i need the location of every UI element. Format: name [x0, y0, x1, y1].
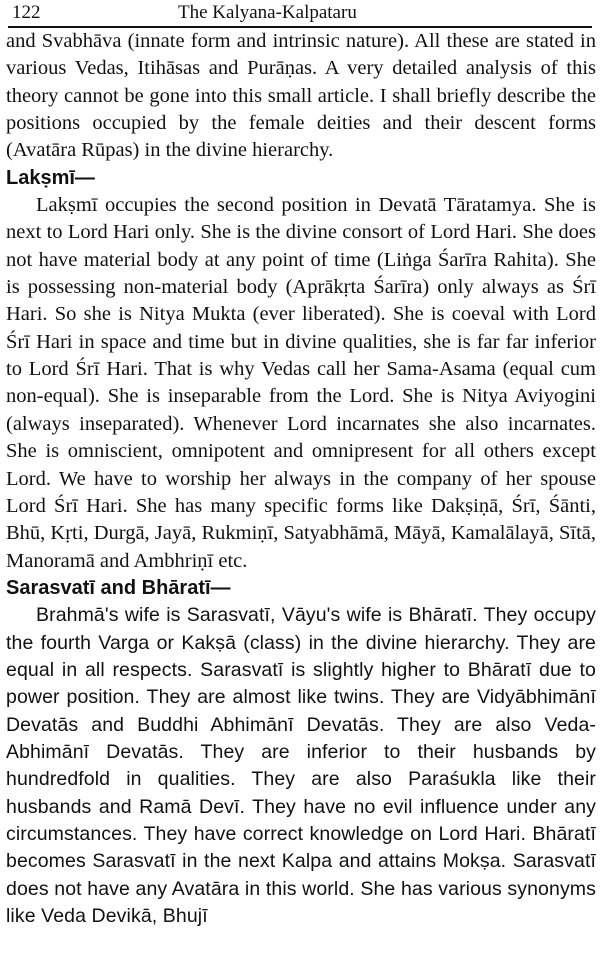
page-number: 122	[12, 2, 41, 23]
paragraph-sarasvati-bharati: Brahmā's wife is Sarasvatī, Vāyu's wife is Bhāratī. They occupy the fourth Varga or Kakṣā (class) in the divine hierarchy. They are equal in all respects. Sarasvatī is slightly higher to Bhāratī due to power position. They are almost like twins. They are Vidyābhimānī Devatās and Buddhi Abhimānī Devatās. They are also Veda-Abhimānī Devatās. They are inferior to their husbands by hundredfold in qualities. They are also Paraśukla like their husbands and Ramā Devī. They have no evil influence under any circumstances. They have correct knowledge on Lord Hari. Bhāratī becomes Sarasvatī in the next Kalpa and attains Mokṣa. Sarasvatī does not have any Avatāra in this world. She has various synonyms like Veda Devikā, Bhujī	[6, 604, 596, 927]
intro-paragraph: and Svabhāva (innate form and intrinsic nature). All these are stated in various Vedas, Itihāsas and Purāṇas. A very detailed analysis of this theory cannot be gone into this small article. I shall briefly describe the positions occupied by the female deities and their descent forms (Avatāra Rūpas) in the divine hierarchy.	[6, 30, 596, 162]
section-heading-lakshmi: Lakṣmī—	[6, 166, 95, 189]
page-body	[6, 28, 596, 930]
paragraph-lakshmi: Lakṣmī occupies the second position in Devatā Tāratamya. She is next to Lord Hari only. She is the divine consort of Lord Hari. She does not have material body at any point of time (Liṅga Śarīra Rahita). She is possessing non-material body (Aprākṛta Śarīra) only always as Śrī Hari. So she is Nitya Mukta (ever liberated). She is coeval with Lord Śrī Hari in space and time but in divine qualities, she is far far inferior to Lord Śrī Hari. That is why Vedas call her Sama-Asama (equal cum non-equal). She is inseparable from the Lord. She is Nitya Aviyogini (always inseparated). Whenever Lord incarnates she also incarnates. She is omniscient, omnipotent and omnipresent for all others except Lord. We have to worship her always in the company of her spouse Lord Śrī Hari. She has many specific forms like Dakṣiṇā, Śrī, Śānti, Bhū, Kṛti, Durgā, Jayā, Rukmiṇī, Satyabhāmā, Māyā, Kamalālayā, Sītā, Manoramā and Ambhriṇī etc.	[6, 194, 597, 572]
running-title: The Kalyana-Kalpataru	[178, 2, 357, 23]
page-header	[8, 0, 592, 28]
section-heading-sarasvati-bharati: Sarasvatī and Bhāratī—	[6, 576, 231, 599]
